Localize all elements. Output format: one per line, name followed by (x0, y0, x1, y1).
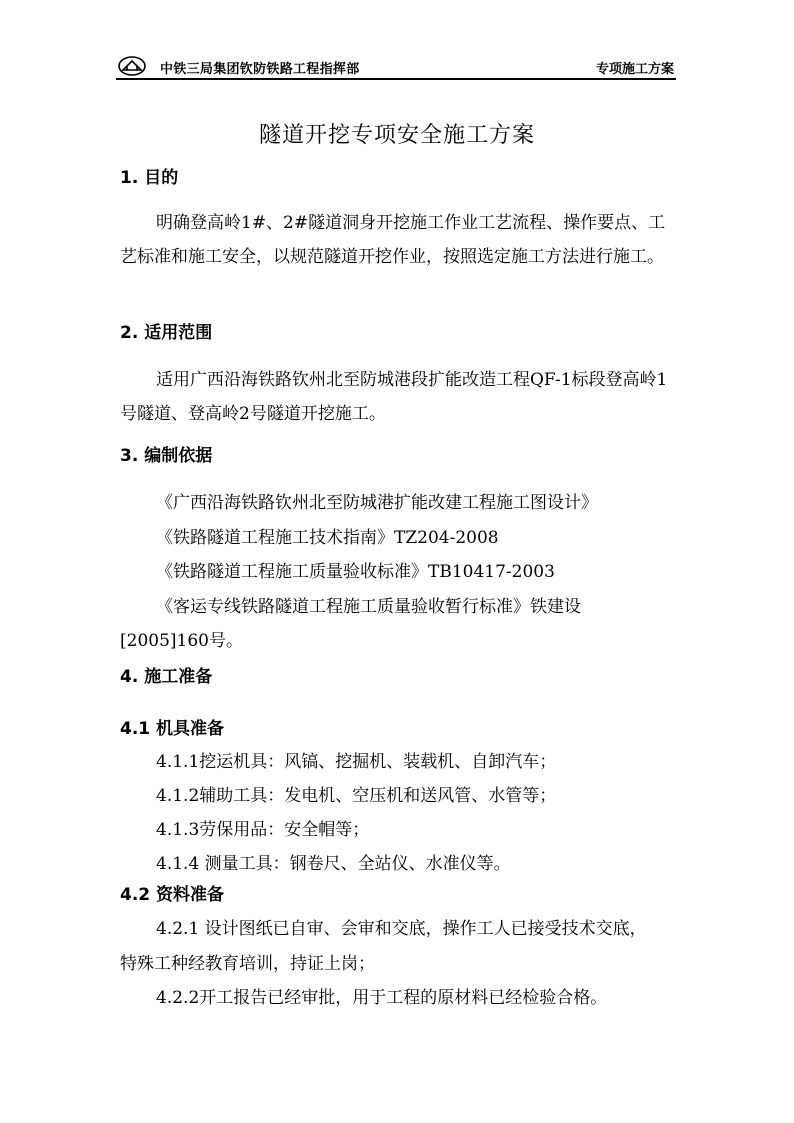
subsection-4-2-heading: 4.2 资料准备 (120, 885, 225, 905)
section-1-body: 明确登高岭1#、2#隧道洞身开挖施工作业工艺流程、操作要点、工艺标准和施工安全，以规范隧道开挖作业，按照选定施工方法进行施工。 (120, 213, 666, 267)
item-4-2-1-line-2: 特殊工种经教育培训，持证上岗； (120, 954, 375, 974)
item-4-1-1: 4.1.1挖运机具：风镐、挖掘机、装载机、自卸汽车； (156, 752, 557, 772)
header-org-name: 中铁三局集团钦防铁路工程指挥部 (160, 62, 360, 77)
header-divider (116, 78, 676, 80)
document-title: 隧道开挖专项安全施工方案 (258, 123, 535, 148)
reference-1: 《广西沿海铁路钦州北至防城港扩能改建工程施工图设计》 (156, 493, 598, 513)
section-1-heading: 1. 目的 (120, 168, 179, 188)
reference-4-line-2: [2005]160号。 (120, 631, 243, 651)
section-3-heading: 3. 编制依据 (120, 446, 213, 466)
header-doc-type: 专项施工方案 (595, 62, 674, 77)
section-2-heading: 2. 适用范围 (120, 323, 213, 343)
page-header (116, 54, 676, 78)
item-4-2-2: 4.2.2开工报告已经审批，用于工程的原材料已经检验合格。 (156, 988, 608, 1008)
section-2-body: 适用广西沿海铁路钦州北至防城港段扩能改造工程QF-1标段登高岭1号隧道、登高岭2号隧道开挖施工。 (120, 370, 668, 424)
reference-2: 《铁路隧道工程施工技术指南》TZ204-2008 (156, 528, 499, 548)
item-4-1-4: 4.1.4 测量工具：钢卷尺、全站仪、水准仪等。 (156, 854, 511, 874)
company-logo-icon (118, 56, 146, 76)
item-4-2-1-line-1: 4.2.1 设计图纸已自审、会审和交底，操作工人已接受技术交底， (156, 919, 647, 939)
section-4-heading: 4. 施工准备 (120, 667, 213, 687)
reference-4-line-1: 《客运专线铁路隧道工程施工质量验收暂行标准》铁建设 (156, 597, 581, 617)
subsection-4-1-heading: 4.1 机具准备 (120, 719, 225, 739)
item-4-1-3: 4.1.3劳保用品：安全帽等； (156, 820, 370, 840)
reference-3: 《铁路隧道工程施工质量验收标准》TB10417-2003 (156, 562, 555, 582)
item-4-1-2: 4.1.2辅助工具：发电机、空压机和送风管、水管等； (156, 786, 557, 806)
